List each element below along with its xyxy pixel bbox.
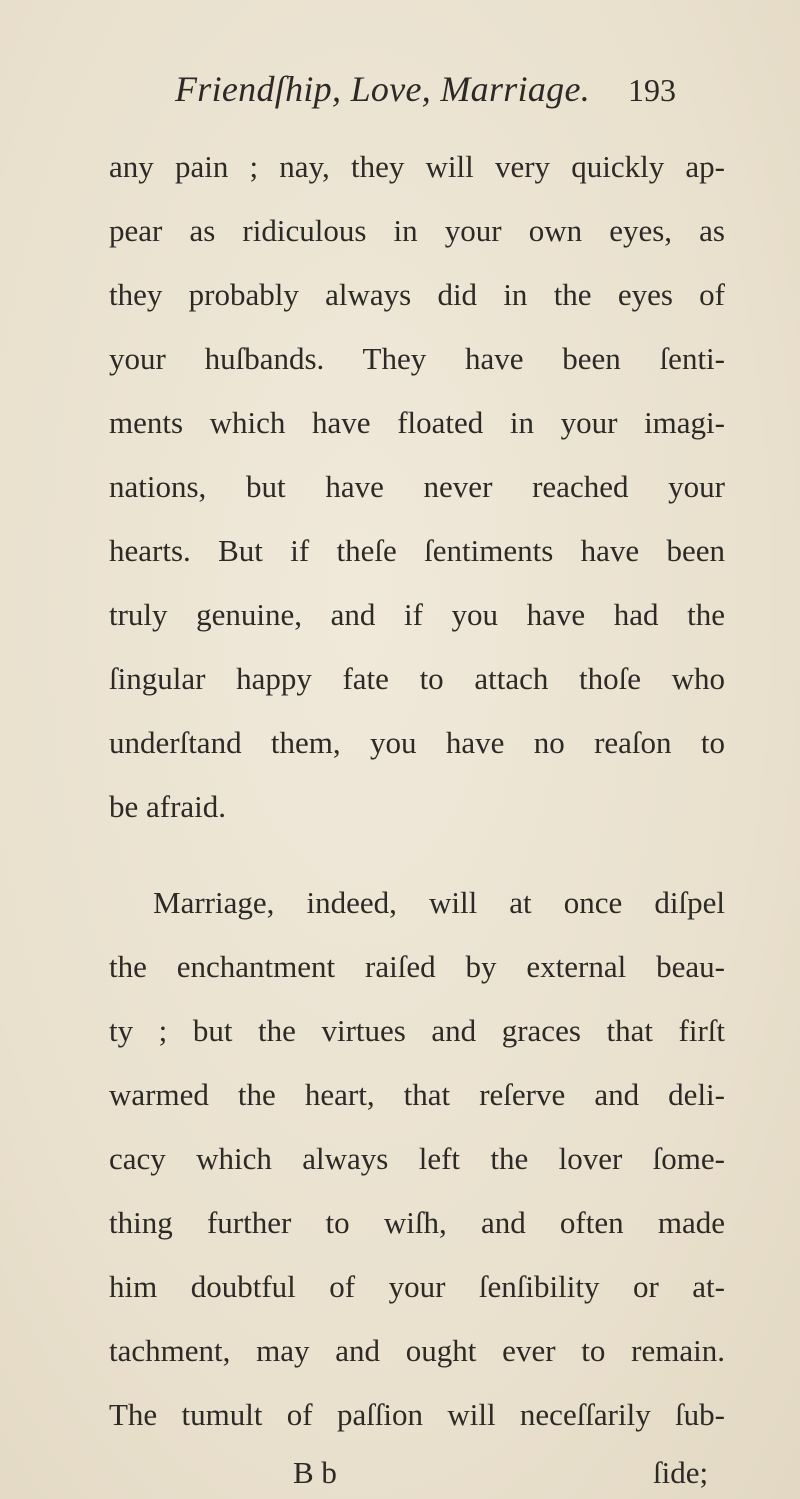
text-line: hearts. But if theſe ſentiments have been [109,533,725,568]
text-line: ſingular happy fate to attach thoſe who [109,661,725,696]
text-line: they probably always did in the eyes of [109,277,725,312]
text-line: The tumult of paſſion will neceſſarily ſub- [109,1397,725,1432]
text-line: nations, but have never reached your [109,469,725,504]
text-line: be afraid. [109,789,227,824]
text-line: him doubtful of your ſenſibility or at- [109,1269,725,1304]
text-line: the enchantment raiſed by external beau- [109,949,725,984]
page-number: 193 [628,72,676,108]
text-line: truly genuine, and if you have had the [109,597,725,632]
text-line: Marriage, indeed, will at once diſpel [153,885,725,920]
text-line: tachment, may and ought ever to remain. [109,1333,725,1368]
catchword: ſide; [653,1455,709,1490]
running-title: Friendſhip, Love, Marriage. [175,69,591,109]
text-line: underſtand them, you have no reaſon to [109,725,725,760]
page-header [0,68,800,118]
text-line: ments which have floated in your imagi- [109,405,725,440]
text-line: your huſbands. They have been ſenti- [109,341,725,376]
page-footer [0,1453,800,1493]
signature-mark: B b [293,1455,337,1490]
text-line: warmed the heart, that reſerve and deli- [109,1077,725,1112]
text-line: any pain ; nay, they will very quickly ap- [109,149,725,184]
text-line: thing further to wiſh, and often made [109,1205,725,1240]
text-line: cacy which always left the lover ſome- [109,1141,725,1176]
text-line: ty ; but the virtues and graces that firſt [109,1013,725,1048]
text-line: pear as ridiculous in your own eyes, as [109,213,725,248]
